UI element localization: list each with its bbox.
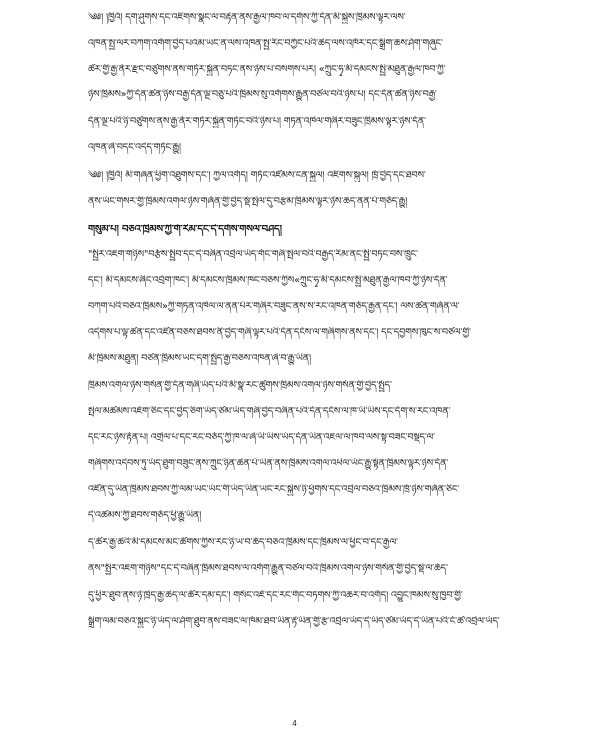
body-line: ཚེར་གྱི་རྒྱ་ནོར་རྫང་བཙུགས་ནས་གཏོར་སྐྱོན་བཏང་ནས་ཉེས་པ་བསགས་པར། «ཀྲུང་ཧྭ་མི་དམངས་སྤྱི་མཐུན་རྒྱལ་ཁབ་ཀྱི་: [88, 64, 446, 75]
body-line: འཛིན་དུ་ཡིན་ཁྲིམས་ཐབས་ཀྱི་ལམ་ཡང་ཡོང་གི་ཡོད་ཡིན་ཡང་རང་སྐྱེས་ཉི་ཕྱོགས་དང་འབྲེལ་བཅའ་ཁྲིམས་ཁྲོ་ཉེས་གཞོན་ཅིང་: [88, 484, 460, 495]
body-line: གཞིགས་འདེབས་ཏུ་ཡོད་ཐུག་བཟུང་ནས་ཀྲུང་ཉིན་ཆེན་པོ་ཡིན་ནས་ཁྲིམས་འགལ་འཕེལ་ཡོང་རྒྱུ་སྟོན་ཁྲིམས་ལྟར་ཉེས་དོན་: [88, 458, 449, 469]
body-line: དུ་ཕྱིར་ཐུབ་ནས་ཉེ་ཁྲེད་རྒྱ་ཆེད་ལ་ཚོར་དམ་དང་། གསོང་འཇོ་དང་རང་གོང་བཏགས་ཀྱི་འཆར་བ་འགོད། འབྱུང་ཁམས་སུ་ཁྱབ་གྱི་: [88, 590, 463, 601]
body-line: ༄༅། །ཁྱིའོ། མི་གཞན་ཕྱིག་འཐུགས་དང་། ཀྱལ་འགོད། གཏོང་འཛོམས་ངན་སྐྱལ། འཇིགས་སྐུལ། ཁྲོ་བྱེད་དང་ཐབས་: [88, 170, 426, 181]
body-line: འདེགས་པ་ལྟ་ཚན་དང་འཛིན་བཅས་ཐབས་ནི་བྱེད་གཞི་ལྟར་པའི་དོན་དངོས་ལ་གཞིགས་ནས་དང་། དང་དབྱགས་ཁུང་ས་བཙལ་གྱི་: [88, 327, 471, 338]
body-line: བཀག་པའི་བཅའ་ཁྲིམས»ཀྱི་གཏན་འཁེལ་ལ་ནན་པོར་གཞིར་བཟུང་ནས་ས་རང་འཁན་གཅོད་རྒྱན་དང་། ལས་ཚན་གཞོན་ལ་: [88, 301, 460, 312]
page-number: 4: [292, 719, 297, 728]
body-line: སྒྲིག་ལམ་བཅའ་སྐྱང་ཉི་ཡོད་ལ་ཤོག་ཐུབ་ནས་བཟང་ལ་ཁོམ་ཐབ་ཡིན་རྟེ་ཡིན་གྱི་རྩ་འབྲེལ་ཡོད་དེ་ཡིད་ཙམ་ཡོད་དེ་ཡིན་པའི་ངོ་ཚ་འབྲེལ་ཡོད་: [88, 616, 500, 627]
body-line: དང་། མི་དམངས་ཞིང་འབྲོག་ཁང་། མི་དམངས་ཁྲིམས་ཁང་བཅས་ཀྱིས«ཀྲུང་ཧྭ་མི་དམངས་སྤྱི་མཐུན་རྒྱལ་ཁབ་ཀྱི་ཉེས་དོན་: [88, 275, 448, 286]
body-line: ནས"སྤྱིར་འཇག་གཉིས"དང་དེ་བཞིན་ཁྲིམས་ཐབས་ལ་འགོག་རྒྱུན་བཙལ་བའི་ཁྲིམས་འགལ་ཉེས་གསོན་གྱི་བྱེད་སྡེ་ལ་ཆོད་: [88, 563, 448, 574]
body-line: འཁན་ཞེ་བདང་འདེད་གཏོང་རྒྱུ།: [88, 142, 181, 153]
section-heading: གསུམ་པ། བཅའ་ཁྲིམས་ཀྱི་གོ་རིམ་དང་དེ་དགོས་གསལ་བཤད།: [88, 224, 282, 235]
body-line: ༄༅། །ཁྱིའོ། དག་ཤུགས་དང་འཇིགས་སྣང་ལ་བརྟེན་ནས་རྒྱལ་ཁབ་ལ་དགོས་ཀྱི་དོན་མི་སྐྱེས་ཁྲིམས་ལྟར་ལས་: [88, 12, 406, 23]
body-line: དང་རང་ཉེས་རྟོན་པ། འགྲེལ་པ་དང་རང་བཅོད་ཀྱི་ཁ་ལ་ཞེ་ཡི་ཡིས་ཡོད་དོན་ཡིན་འཇལ་ལ་ཁབ་ལས་སྟ་བཟང་བསྡད་ལ་: [88, 432, 435, 443]
body-line: སྤེལ་མཚམས་འཇོག་ཅིང་དང་བྱེད་ཅིག་ཡོད་ཙམ་ཡོད་གཞི་བྱེད་བཞིན་པའི་དོན་དངོས་ལ་ཁ་ཡི་ཡིས་དང་དོག་ས་རང་འཁན་: [88, 406, 451, 417]
body-line: འཁན་སྤྱ་ལར་བཀག་འགོག་བྱེད་པའམ་ཡང་ན་ལས་འཁན་སྤྱ་རིང་བཀྱོང་པའི་ཆེད་ལས་འཁོར་དང་སྒྲིག་ཆས་ཤོག་གཞུང་: [88, 38, 443, 49]
body-line: "སྤྱིར་འཇག་གཉིས"བརྩོས་སྤྱིབ་དང་དེ་བཞིན་འབྲེལ་ཡོད་གོང་གཞི་སྤེལ་བའི་བརྒྱད་རིམ་ནང་སྤྱི་བཏང་བས་ཁྲུང་: [88, 249, 418, 260]
body-line: ད་ཚོར་རྒྱ་ཆེའི་མི་དམངས་མང་ཚོགས་ཀྱིས་རང་ཉི་ཡ་བ་ཆོད་བཅའ་ཁྲིམས་དང་ཁྲིམས་ལ་ཕྱིང་བ་དང་རྒྱལ་: [88, 537, 398, 548]
body-line: མི་ཁྲིམས་མཐུན། བཙན་ཁྲིམས་ཡང་དག་སྤྱོད་རྒྱ་བཅས་འཁན་ཞེ་བ་རྒྱུ་ཡིན།: [88, 353, 311, 364]
body-line: ཁྲིམས་འགལ་ཉེས་གསོན་གྱི་དོན་གཞི་ཡོད་པའི་མི་སྣ་རང་ཚུགས་ཁྲིམས་འགལ་ཉེས་གསོན་གྱི་བྱེད་སྤྱོད་: [88, 380, 392, 391]
body-line: དེ་འཚམས་ཀྱི་ཐབས་གཅོད་ཕྱི་རྒྱུ་ཡིན།: [88, 510, 202, 521]
body-line: ནས་ཡོང་གསར་གྱི་ཁྲིམས་འགལ་ཉེས་གཞོན་གྱི་བྱེད་སྡོ་སྤེལ་དུ་བརྩམ་ཁྲིམས་ལྟར་ཉེས་ཆད་ནན་པོ་གཅོད་རྒྱུ།: [88, 196, 408, 207]
body-line: དོན་ལྔ་པའི་ཉི་བཙུགས་ནས་རྒྱ་ནོར་གཏོར་སྐྱོན་གཏོང་བའི་ཉེས་པ། གཏན་འཁེལ་གཞིར་བཟུང་ཁྲིམས་ལྟར་ཉེས་དོན་: [88, 116, 426, 127]
body-line: ཉེས་ཁྲིམས»ཀྱི་དོན་ཚན་ཉིས་བརྒྱ་དོན་ལྔ་བཅུ་པའི་ཁྲིམས་སུ་འགོགས་རྒྱུན་བཙལ་བའི་ཉེས་པ། དང་དོན་ཚན་ཉིས་བརྒྱ་: [88, 89, 437, 100]
